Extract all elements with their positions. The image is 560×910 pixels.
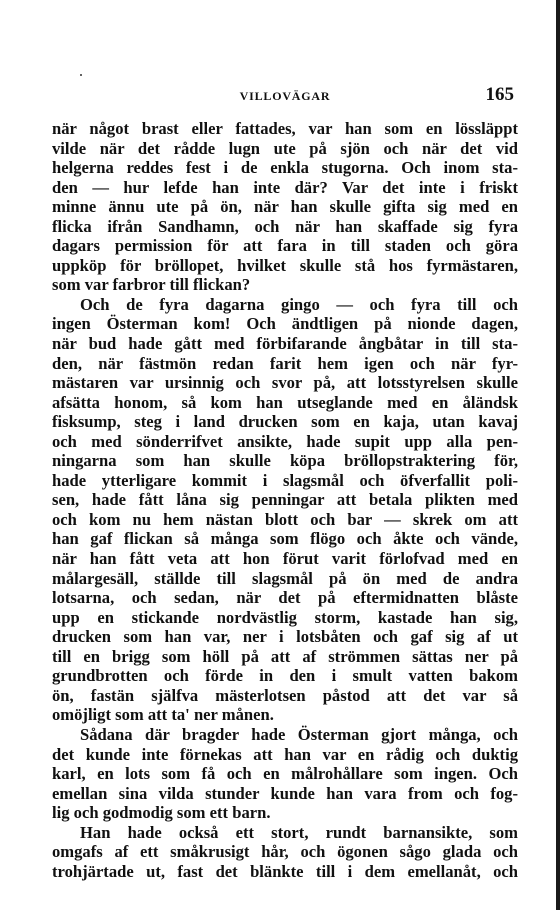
text-line: trohjärtade ut, fast det blänkte till i dem emellanåt, och (52, 861, 518, 881)
text-line: målargesäll, ställde till slagsmål på ön med de andra (52, 568, 518, 588)
page-number: 165 (485, 84, 514, 105)
text-line: fisksump, steg i land drucken som en kaja, utan kavaj (52, 412, 518, 432)
print-speck (80, 74, 82, 76)
text-line: Sådana där bragder hade Österman gjort många, och (80, 724, 518, 744)
text-line: sen, hade fått låna sig penningar att betala plikten med (52, 490, 518, 510)
text-line: Och de fyra dagarna gingo — och fyra till och (80, 294, 518, 314)
text-line: omöjligt som att ta' ner månen. (52, 705, 274, 725)
text-line: emellan sina vilda stunder kunde han vara from och fog- (52, 783, 518, 803)
text-line: när han fått veta att hon förut varit förlofvad med en (52, 549, 518, 569)
text-line: den, när fästmön redan farit hem igen och när fyr- (52, 353, 518, 373)
text-line: grundbrotten och förde in den i smult vatten bakom (52, 666, 518, 686)
text-line: dagars permission för att fara in till staden och göra (52, 236, 518, 256)
text-line: Han hade också ett stort, rundt barnansikte, som (80, 822, 518, 842)
text-line: det kunde inte förnekas att han var en rådig och duktig (52, 744, 518, 764)
text-line: karl, en lots som få och en målrohållare som ingen. Och (52, 764, 518, 784)
text-line: vilde när det rådde lugn ute på sjön och när det vid (52, 138, 518, 158)
text-line: flicka ifrån Sandhamn, och när han skaffade sig fyra (52, 216, 518, 236)
text-line: omgafs af ett småkrusigt hår, och ögonen sågo glada och (52, 842, 518, 862)
text-line: minne ännu ute på ön, när han skulle gifta sig med en (52, 197, 518, 217)
text-line: och med sönderrifvet ansikte, hade supit upp alla pen- (52, 431, 518, 451)
text-line: ingen Österman kom! Och ändtligen på nionde dagen, (52, 314, 518, 334)
text-line: lig och godmodig som ett barn. (52, 803, 271, 823)
text-line: helgerna reddes fest i de enkla stugorna. Och inom sta- (52, 158, 518, 178)
body-text (52, 119, 518, 881)
text-line: som var farbror till flickan? (52, 275, 251, 295)
text-line: uppköp för bröllopet, hvilket skulle stå hos fyrmästaren, (52, 255, 518, 275)
text-line: och kom nu hem nästan blott och bar — skrek om att (52, 509, 518, 529)
running-head: VILLOVÄGAR (239, 89, 331, 103)
page-edge-shadow (556, 0, 560, 910)
text-line: lotsarna, och sedan, när det på eftermidnatten blåste (52, 588, 518, 608)
text-line: afsätta honom, så kom han utseglande med en åländsk (52, 392, 518, 412)
text-line: när bud hade gått med förbifarande ångbåtar in till sta- (52, 334, 518, 354)
text-line: ön, fastän själfva mästerlotsen påstod att det var så (52, 685, 518, 705)
text-line: ningarna som han skulle köpa bröllopstraktering för, (52, 451, 518, 471)
text-line: han gaf flickan så många som flögo och åkte och vände, (52, 529, 518, 549)
text-line: mästaren var ursinnig och svor på, att lotsstyrelsen skulle (52, 373, 518, 393)
text-line: när något brast eller fattades, var han som en lössläppt (52, 119, 518, 138)
page-header (52, 84, 518, 108)
text-line: den — hur lefde han inte där? Var det inte i friskt (52, 177, 518, 197)
text-line: upp en stickande nordvästlig storm, kastade han sig, (52, 607, 518, 627)
text-line: hade ytterligare kommit i slagsmål och öfverfallit poli- (52, 470, 518, 490)
text-line: till en brigg som höll på att af strömmen sättas ner på (52, 646, 518, 666)
text-line: drucken som han var, ner i lotsbåten och gaf sig af ut (52, 627, 518, 647)
